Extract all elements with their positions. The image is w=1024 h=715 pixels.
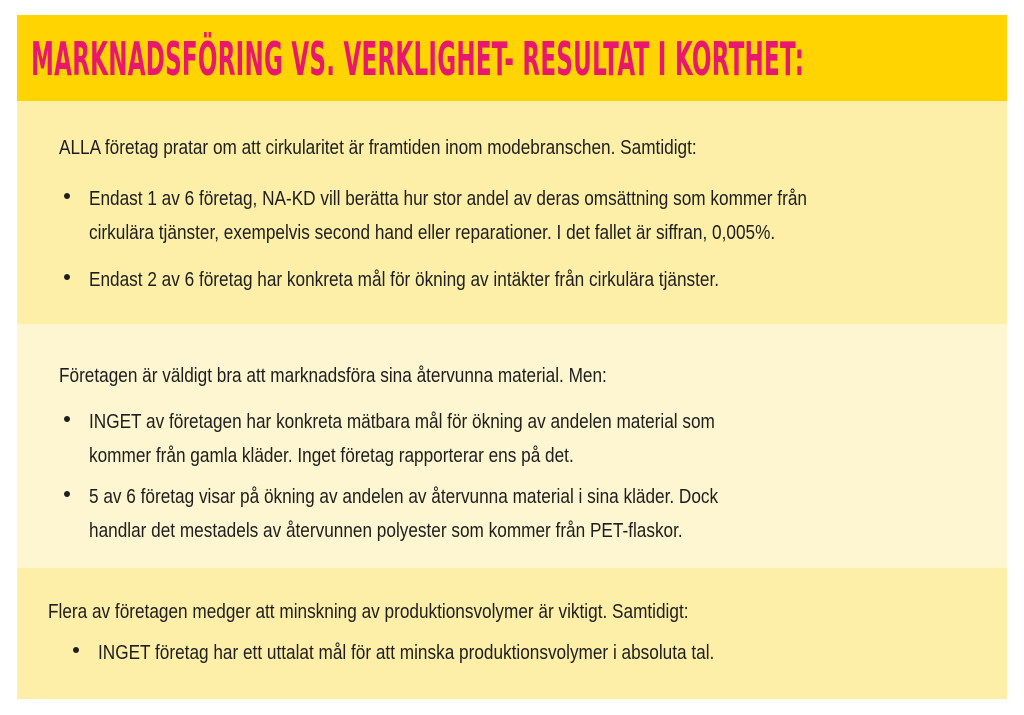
- section-production-volumes: [17, 568, 1007, 699]
- bullet-dot: [64, 491, 70, 497]
- bullet-dot: [64, 416, 70, 422]
- bullet-dot: [73, 647, 79, 653]
- list-item-text: INGET företag har ett uttalat mål för att minska produktionsvolymer i absoluta tal.: [98, 642, 715, 664]
- summary-card: [17, 15, 1007, 699]
- list-item-text: INGET av företagen har konkreta mätbara mål för ökning av andelen material som kommer från gamla kläder. Inget företag rapporterar ens på det.: [89, 411, 715, 467]
- bullet-dot: [64, 274, 70, 280]
- bullet-dot: [64, 193, 70, 199]
- section-recycled-materials: [17, 324, 1007, 568]
- list-item-text: Endast 1 av 6 företag, NA-KD vill berätta hur stor andel av deras omsättning som kommer från cirkulära tjänster, exempelvis second hand eller reparationer. I det fallet är siffran, 0,005%.: [89, 188, 807, 244]
- section-circularity: [17, 101, 1007, 324]
- section-intro: ALLA företag pratar om att cirkularitet är framtiden inom modebranschen. Samtidigt:: [59, 137, 697, 159]
- page-title: MARKNADSFÖRING VS. VERKLIGHET- RESULTAT I KORTHET:: [31, 32, 805, 86]
- list-item-text: Endast 2 av 6 företag har konkreta mål för ökning av intäkter från cirkulära tjänster.: [89, 269, 720, 291]
- list-item-text: 5 av 6 företag visar på ökning av andelen av återvunna material i sina kläder. Dock handlar det mestadels av återvunnen polyester som kommer från PET-flaskor.: [89, 486, 719, 542]
- section-intro: Företagen är väldigt bra att marknadsföra sina återvunna material. Men:: [59, 365, 607, 387]
- section-intro: Flera av företagen medger att minskning av produktionsvolymer är viktigt. Samtidigt:: [48, 601, 689, 623]
- title-banner: [17, 15, 1007, 101]
